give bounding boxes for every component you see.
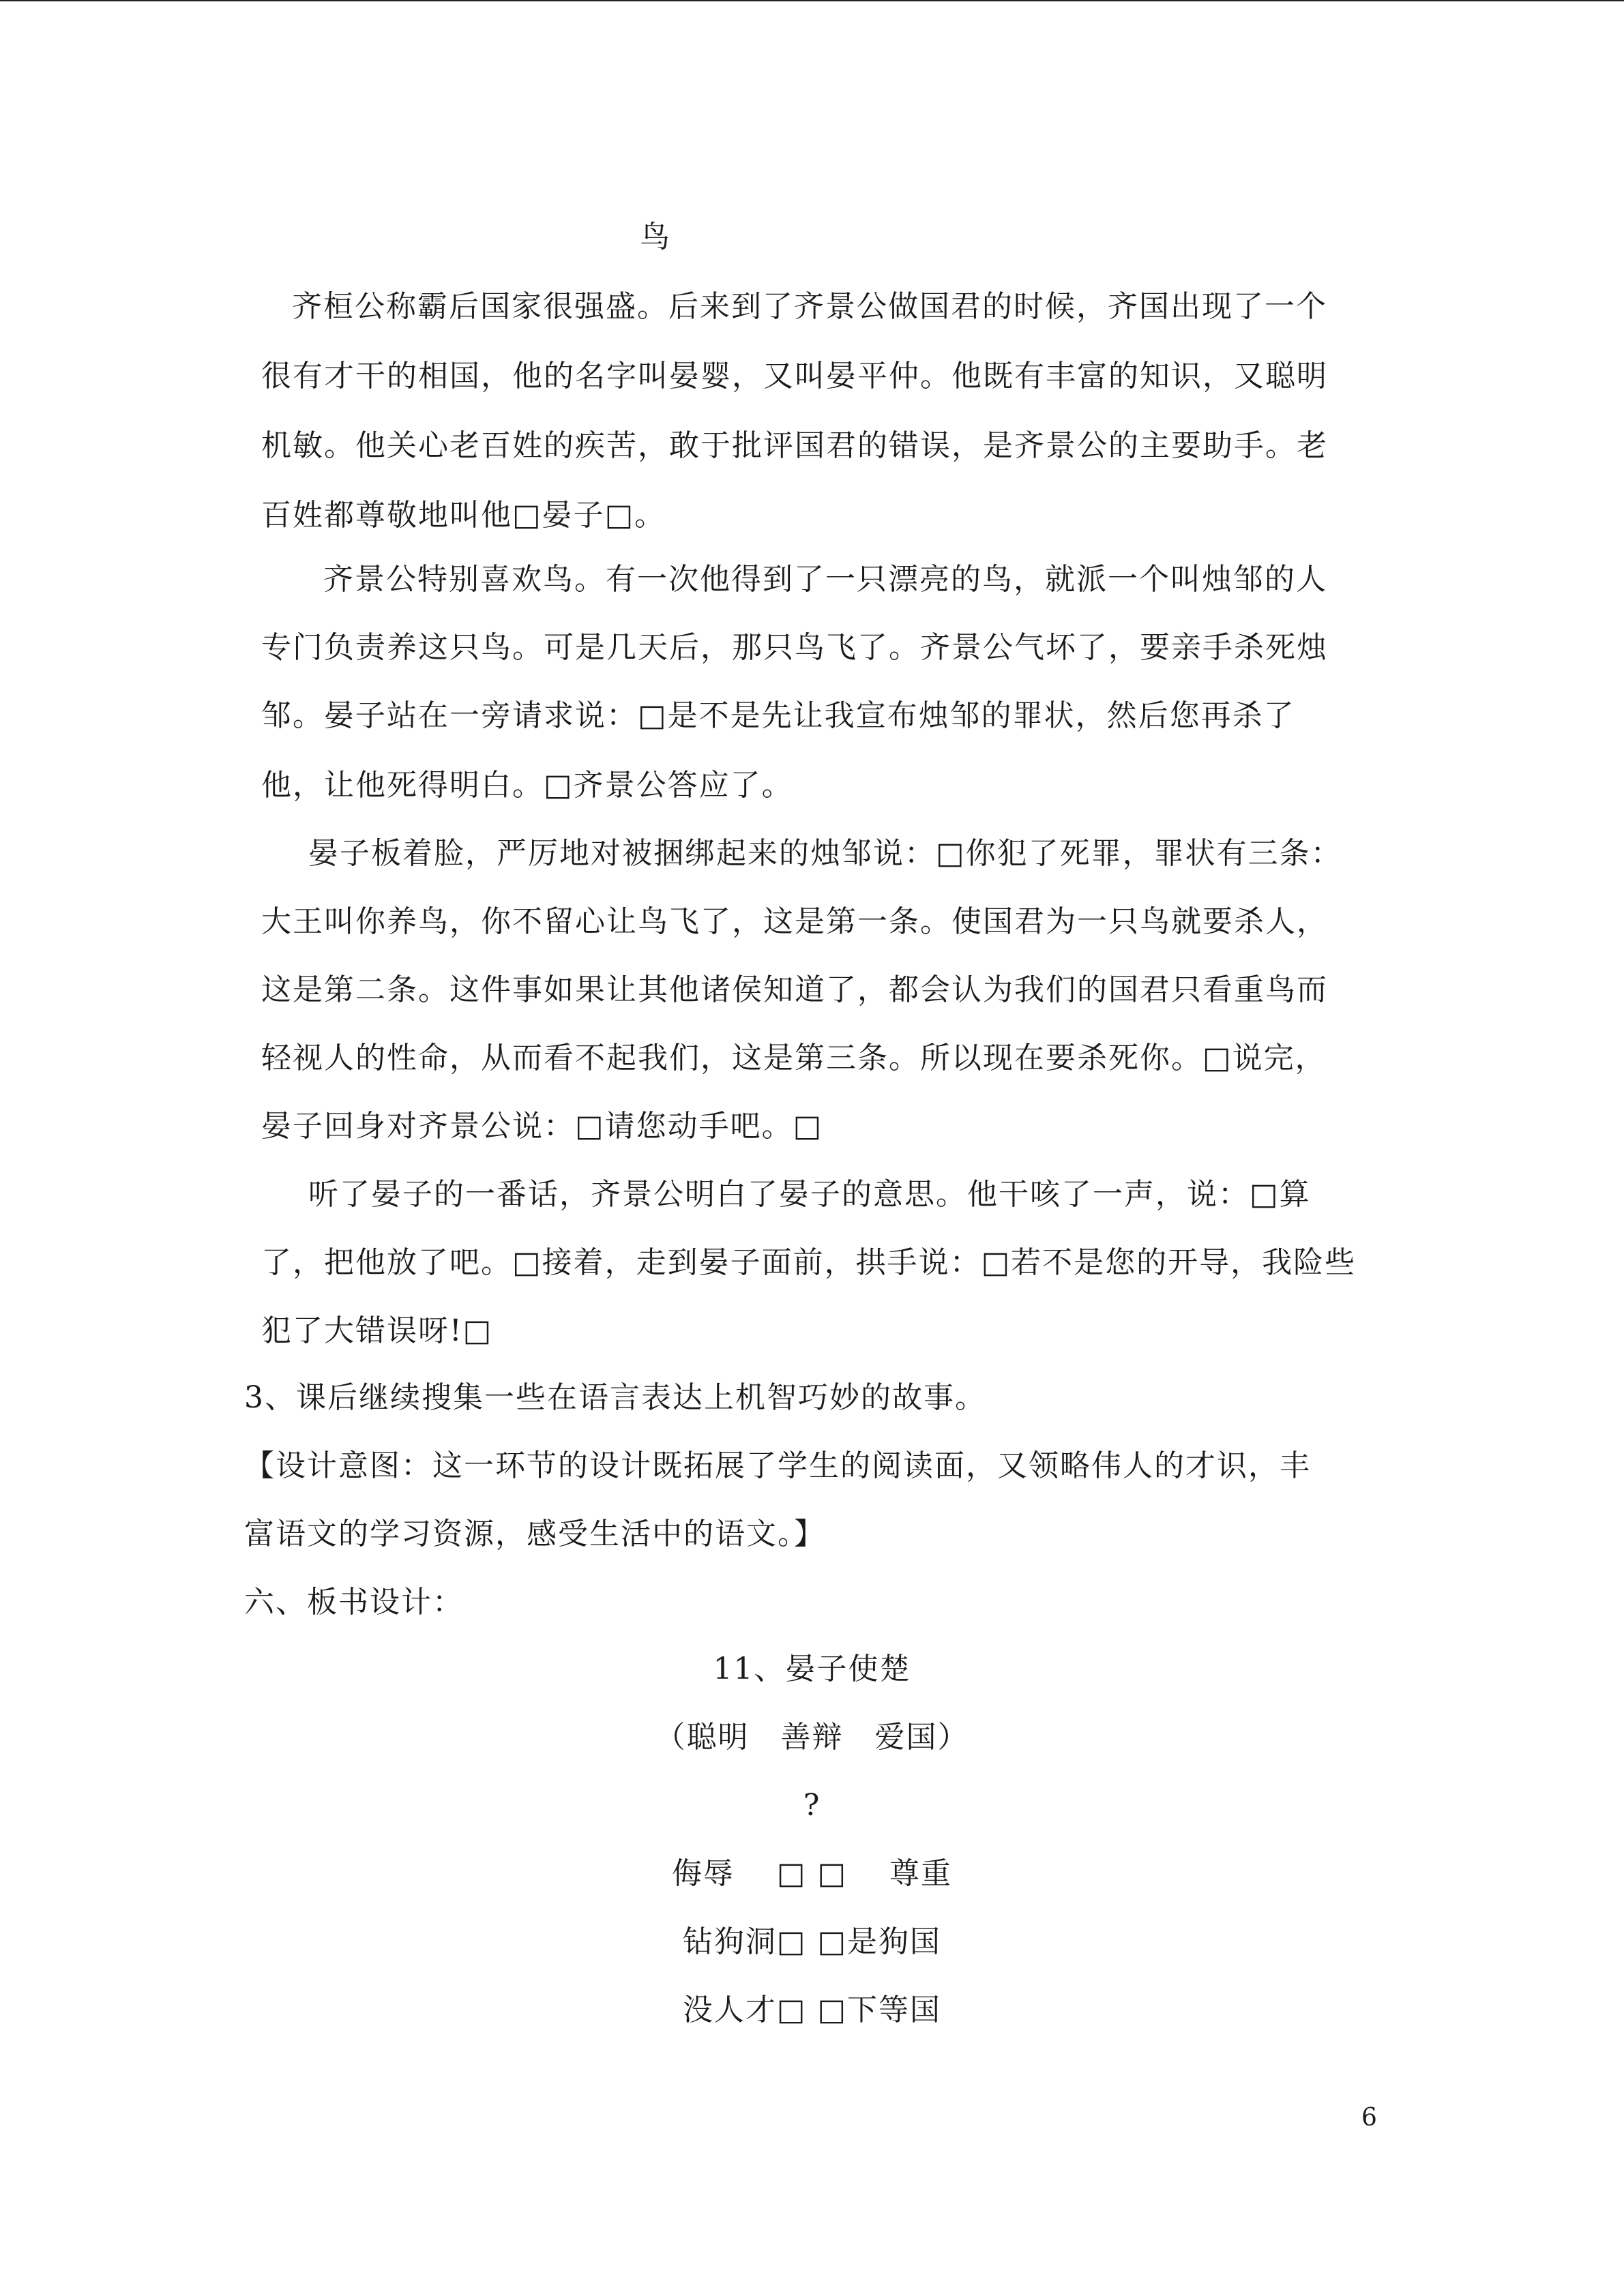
paragraph-line: 他，让他死得明白。□齐景公答应了。 bbox=[261, 768, 793, 803]
board-question: ? bbox=[803, 1788, 821, 1823]
page-top-border bbox=[0, 0, 1624, 1]
paragraph-line: 机敏。他关心老百姓的疾苦，敢于批评国君的错误，是齐景公的主要助手。老 bbox=[261, 428, 1328, 463]
task-3: 3、课后继续搜集一些在语言表达上机智巧妙的故事。 bbox=[244, 1380, 986, 1415]
page-number: 6 bbox=[1361, 2104, 1377, 2132]
paragraph-line: 邹。晏子站在一旁请求说：□是不是先让我宣布烛邹的罪状，然后您再杀了 bbox=[261, 698, 1295, 733]
paragraph-line: 晏子回身对齐景公说：□请您动手吧。□ bbox=[261, 1109, 823, 1144]
board-traits: （聪明 善辩 爱国） bbox=[655, 1720, 969, 1755]
board-row: 钻狗洞□ □是狗国 bbox=[682, 1924, 942, 1959]
paragraph-line: 了，把他放了吧。□接着，走到晏子面前，拱手说：□若不是您的开导，我险些 bbox=[261, 1245, 1357, 1280]
paragraph-line: 晏子板着脸，严厉地对被捆绑起来的烛邹说：□你犯了死罪，罪状有三条： bbox=[308, 836, 1342, 871]
paragraph-line: 这是第二条。这件事如果让其他诸侯知道了，都会认为我们的国君只看重鸟而 bbox=[261, 972, 1328, 1007]
board-row: 没人才□ □下等国 bbox=[682, 1993, 942, 2027]
paragraph-line: 听了晏子的一番话，齐景公明白了晏子的意思。他干咳了一声，说：□算 bbox=[308, 1177, 1311, 1212]
section-heading: 六、板书设计： bbox=[244, 1585, 464, 1620]
board-title: 11、晏子使楚 bbox=[713, 1652, 911, 1686]
paragraph-line: 轻视人的性命，从而看不起我们，这是第三条。所以现在要杀死你。□说完， bbox=[261, 1041, 1327, 1075]
paragraph-line: 很有才干的相国，他的名字叫晏婴，又叫晏平仲。他既有丰富的知识，又聪明 bbox=[261, 359, 1328, 393]
paragraph-line: 齐景公特别喜欢鸟。有一次他得到了一只漂亮的鸟，就派一个叫烛邹的人 bbox=[323, 562, 1327, 597]
paragraph-line: 齐桓公称霸后国家很强盛。后来到了齐景公做国君的时候，齐国出现了一个 bbox=[292, 289, 1327, 324]
paragraph-line: 百姓都尊敬地叫他□晏子□。 bbox=[261, 498, 666, 533]
paragraph-line: 犯了大错误呀!□ bbox=[261, 1313, 493, 1348]
paragraph-line: 大王叫你养鸟，你不留心让鸟飞了，这是第一条。使国君为一只鸟就要杀人， bbox=[261, 904, 1328, 939]
design-intent-line: 【设计意图：这一环节的设计既拓展了学生的阅读面，又领略伟人的才识，丰 bbox=[244, 1448, 1311, 1483]
board-row: 侮辱 □ □ 尊重 bbox=[671, 1856, 953, 1891]
story-title: 鸟 bbox=[640, 220, 671, 254]
paragraph-line: 专门负责养这只鸟。可是几天后，那只鸟飞了。齐景公气坏了，要亲手杀死烛 bbox=[261, 630, 1328, 665]
design-intent-line: 富语文的学习资源，感受生活中的语文。】 bbox=[244, 1517, 825, 1551]
